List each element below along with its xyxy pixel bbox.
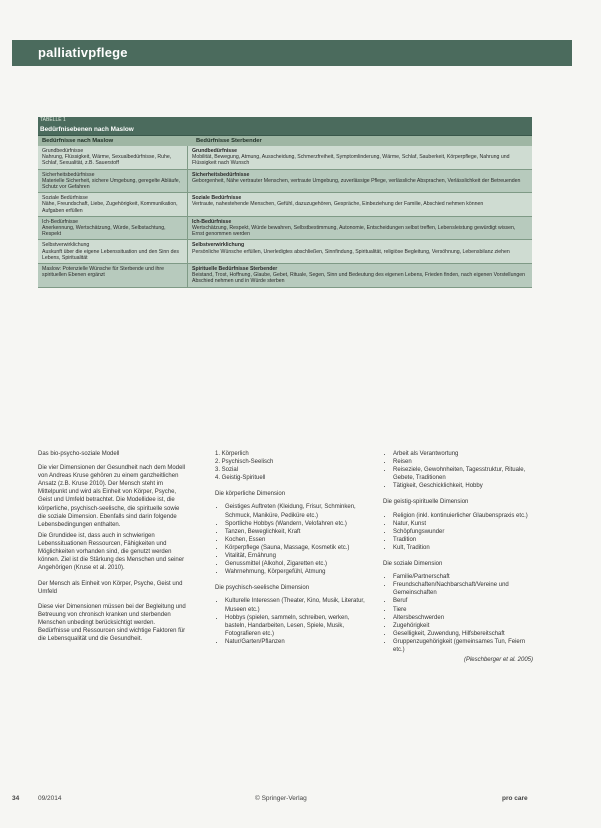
table-cell-dying (188, 217, 532, 240)
list-item: • Tiere (393, 606, 533, 614)
table-row (38, 264, 532, 288)
table-header (38, 136, 532, 146)
table-row (38, 193, 532, 217)
cell-text: Beistand, Trost, Hoffnung, Glaube, Gebet, Rituale, Segen, Sinn und Bedeutung des eigenen Lebens, Frieden finden, nach eigenen Vorstellungen Abschied nehmen und in Würde sterben (192, 272, 526, 285)
citation: (Pleschberger et al. 2005) (463, 657, 533, 664)
list-item: • Natur, Kunst (393, 520, 533, 528)
list-item: • Kulturelle Interessen (Theater, Kino, Musik, Literatur, Museen etc.) (225, 597, 365, 613)
table-col2-header: Bedürfnisse Sterbender (196, 138, 262, 144)
table-cell-need: Maslow: Potenzielle Wünsche für Sterbende und ihre spirituellen Ebenen ergänzt (38, 264, 188, 287)
table-col1-header: Bedürfnisse nach Maslow (42, 138, 114, 144)
cell-title: Ich-Bedürfnisse (192, 218, 232, 225)
table-title: Bedürfnisebenen nach Maslow (38, 124, 532, 136)
list-item: 4. Geistig-Spirituell (215, 475, 266, 482)
bullet-list (383, 450, 533, 490)
table-cell-dying (188, 146, 532, 169)
table-label: TABELLE 1 (38, 117, 532, 124)
list-item: • Körperpflege (Sauna, Massage, Kosmetik etc.) (225, 544, 365, 552)
table-cell-dying (188, 240, 532, 263)
list-item: 3. Sozial (215, 467, 239, 474)
section-heading: Das bio-psycho-soziale Modell (38, 451, 120, 457)
column-right (383, 450, 533, 664)
issue: 09/2014 (38, 795, 62, 802)
table-cell-need: Sicherheitsbedürfnisse Materielle Sicherheit, sichere Umgebung, geregelte Abläufe, Schutz vor Gefahren (38, 170, 188, 193)
subheading: Der Mensch als Einheit von Körper, Psyche, Geist und Umfeld (38, 581, 183, 596)
bullet-list (383, 573, 533, 654)
dimension-list (215, 450, 365, 482)
table-body (38, 146, 532, 288)
subheading: Die körperliche Dimension (215, 491, 286, 498)
list-item: • Altersbeschwerden (393, 614, 533, 622)
list-item: • Sportliche Hobbys (Wandern, Velofahren etc.) (225, 520, 365, 528)
cell-title: Sicherheitsbedürfnisse (192, 171, 250, 178)
cell-text: Wertschätzung, Respekt, Würde bewahren, Selbstbestimmung, Autonomie, Entscheidungen selbst treffen, Lebensleistung gewürdigt wissen, Ernst genommen werden (192, 225, 516, 238)
subheading: Die psychisch-seelische Dimension (215, 585, 310, 592)
cell-text: Persönliche Wünsche erfüllen, Unerledigtes abschließen, Sinnfindung, Spiritualität, religiöse Begleitung, Versöhnung, Lebensbilanz ziehen (192, 248, 510, 255)
list-item: • Tätigkeit, Geschicklichkeit, Hobby (393, 482, 533, 490)
list-item: • Beruf (393, 597, 533, 605)
list-item: • Religion (inkl. kontinuierlicher Glaubenspraxis etc.) (393, 512, 533, 520)
bullet-list (215, 597, 365, 646)
cell-text: Vertraute, nahestehende Menschen, Gefühl, dazuzugehören, Gespräche, Einbeziehung der Familie, Abschied nehmen können (192, 201, 484, 208)
publisher: © Springer-Verlag (255, 795, 307, 802)
column-left (38, 450, 188, 643)
list-item: • Kult, Tradition (393, 544, 533, 552)
page-title: palliativpflege (38, 45, 128, 60)
table-row (38, 146, 532, 170)
table-row (38, 170, 532, 194)
cell-text: Mobilität, Bewegung, Atmung, Ausscheidung, Schmerzfreiheit, Symptomlinderung, Wärme, Schlaf, Sauberkeit, Körperpflege, Nahrung und Flüssigkeit nach Wunsch (192, 154, 510, 167)
cell-title: Grundbedürfnisse (192, 148, 237, 154)
list-item: • Reisen (393, 458, 533, 466)
list-item: 2. Psychisch-Seelisch (215, 459, 274, 466)
page-number: 34 (12, 795, 20, 802)
bullet-list (215, 503, 365, 576)
list-item: • Natur/Garten/Pflanzen (225, 638, 365, 646)
table-row (38, 240, 532, 264)
list-item: • Genussmittel (Alkohol, Zigaretten etc.) (225, 560, 365, 568)
paragraph: Diese vier Dimensionen müssen bei der Begleitung und Betreuung von chronisch kranken und sterbenden Menschen unbedingt berücksichtigt werden. Bedürfnisse und Ressourcen sind wichtige Faktoren für die Lebensqualität und die Gesundheit. (38, 603, 186, 642)
subheading: Die soziale Dimension (383, 561, 443, 568)
subheading: Die geistig-spirituelle Dimension (383, 499, 469, 506)
journal-name: pro care (502, 795, 528, 802)
list-item: • Tanzen, Beweglichkeit, Kraft (225, 528, 365, 536)
table-cell-dying (188, 264, 532, 287)
bullet-list (383, 512, 533, 552)
list-item: • Reiseziele, Gewohnheiten, Tagesstruktur, Rituale, Gebete, Traditionen (393, 466, 533, 482)
list-item: • Zugehörigkeit (393, 622, 533, 630)
cell-title: Spirituelle Bedürfnisse Sterbender (192, 266, 278, 273)
list-item: • Geselligkeit, Zuwendung, Hilfsbereitschaft (393, 630, 533, 638)
cell-title: Soziale Bedürfnisse (192, 195, 242, 202)
table-cell-need: Grundbedürfnisse Nahrung, Flüssigkeit, Wärme, Sexualbedürfnisse, Ruhe, Schlaf, Sexualität, z.B. Sauerstoff (38, 146, 188, 169)
list-item: • Vitalität, Ernährung (225, 552, 365, 560)
list-item: • Hobbys (spielen, sammeln, schreiben, werken, basteln, Handarbeiten, Lesen, Spiele, Musik, Fotografieren etc.) (225, 614, 365, 638)
cell-text: Geborgenheit, Nähe vertrauter Menschen, vertraute Umgebung, zuverlässige Pflege, verlässliche Absprachen, Verlässlichkeit der Betreuenden (192, 177, 521, 184)
paragraph: Die vier Dimensionen der Gesundheit nach dem Modell von Andreas Kruse gehören zu einem ganzheitlichen Ansatz (z.B. Kruse 2010). Der Mensch steht im Mittelpunkt und wird als Einheit von Körper, Psyche, Geist und Umfeld betrachtet. Die Modellidee ist, die körperliche, psychisch-seelische, die spirituelle sowie die soziale Dimension. Ebenfalls sind darin folgende Lebensbedingungen enthalten. (38, 465, 186, 528)
column-middle (215, 450, 365, 646)
table-cell-need: Ich-Bedürfnisse Anerkennung, Wertschätzung, Würde, Selbstachtung, Respekt (38, 217, 188, 240)
table-cell-need: Soziale Bedürfnisse Nähe, Freundschaft, Liebe, Zugehörigkeit, Kommunikation, Aufgaben erfüllen (38, 193, 188, 216)
paragraph: Die Grundidee ist, dass auch in schwierigen Lebenssituationen Ressourcen, Fähigkeiten und Möglichkeiten vorhanden sind, die genutzt werden können. Ziel ist die Stärkung des Menschen und seiner Angehörigen (Kruse et al. 2010). (38, 532, 185, 572)
table-cell-dying (188, 170, 532, 193)
list-item: • Tradition (393, 536, 533, 544)
list-item: • Geistiges Auftreten (Kleidung, Frisur, Schminken, Schmuck, Maniküre, Pediküre etc.) (225, 503, 365, 519)
maslow-table (38, 117, 532, 288)
table-row (38, 217, 532, 241)
cell-title: Selbstverwirklichung (192, 242, 245, 249)
list-item: • Gruppenzugehörigkeit (gemeinsames Tun, Feiern etc.) (393, 638, 533, 654)
list-item: • Freundschaften/Nachbarschaft/Vereine und Gemeinschaften (393, 581, 533, 597)
table-cell-dying (188, 193, 532, 216)
list-item: • Arbeit als Verantwortung (393, 450, 533, 458)
list-item: 1. Körperlich (215, 451, 249, 457)
list-item: • Familie/Partnerschaft (393, 573, 533, 581)
table-cell-need: Selbstverwirklichung Auskunft über die eigene Lebenssituation und den Sinn des Lebens, Spiritualität (38, 240, 188, 263)
list-item: • Kochen, Essen (225, 536, 365, 544)
list-item: • Schöpfungswunder (393, 528, 533, 536)
list-item: • Wahrnehmung, Körpergefühl, Atmung (225, 568, 365, 576)
